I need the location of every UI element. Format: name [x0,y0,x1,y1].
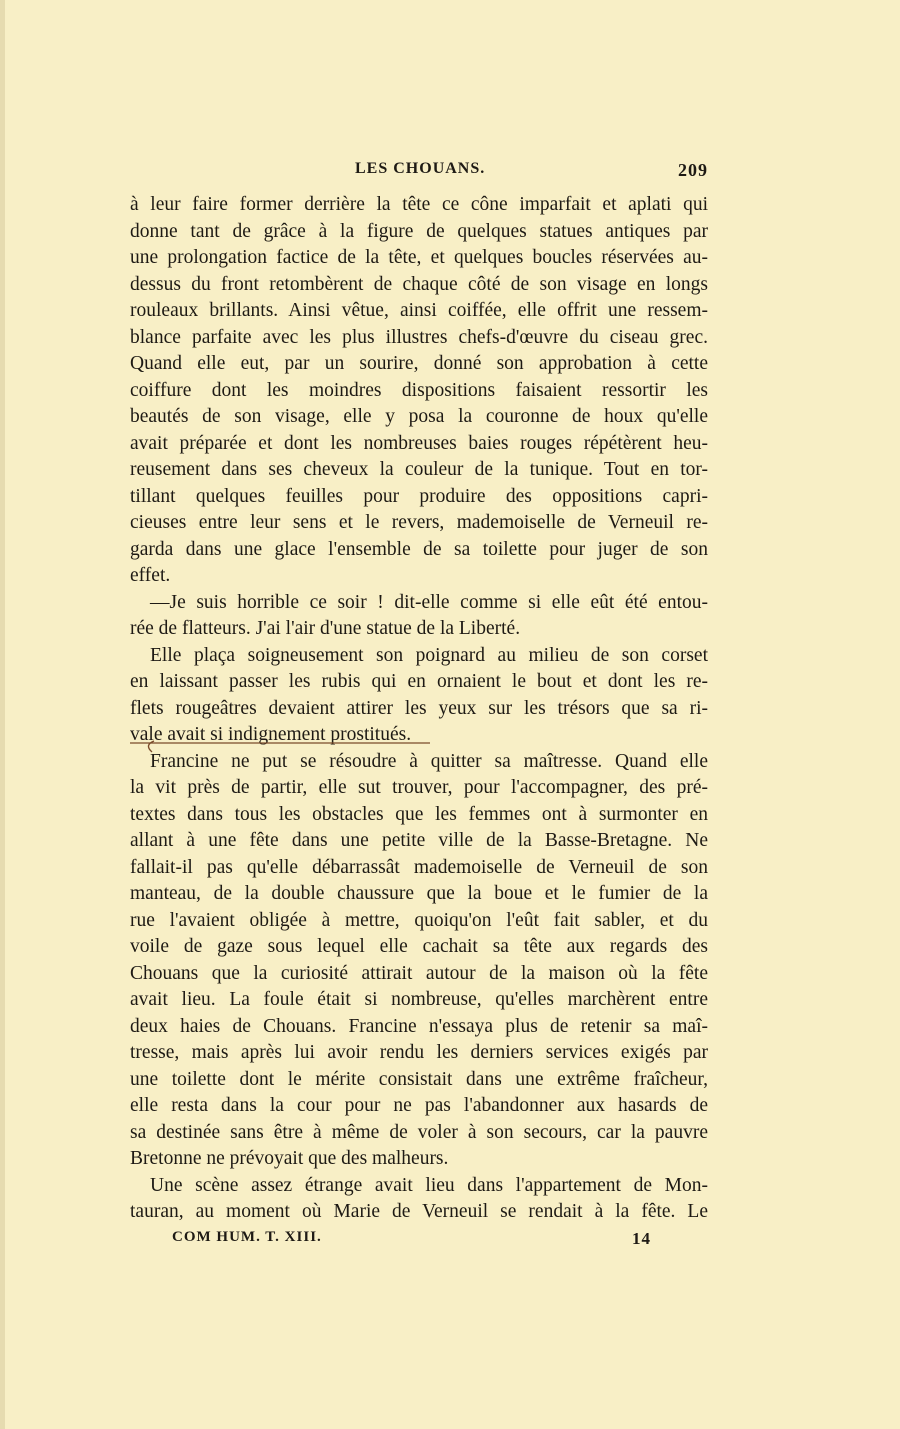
text-line: blance parfaite avec les plus illustres chefs-d'œuvre du ciseau grec. [130,326,708,348]
text-line: à leur faire former derrière la tête ce cône imparfait et aplati qui [130,194,708,215]
running-title: LES CHOUANS. [355,160,486,177]
text-line: avait lieu. La foule était si nombreuse, qu'elles marchèrent entre [130,989,708,1010]
body-text [130,192,708,1226]
text-line: voile de gaze sous lequel elle cachait sa tête aux regards des [130,936,708,957]
handwritten-underline-mark [130,725,430,755]
signature-mark: COM HUM. T. XIII. [172,1229,322,1245]
text-line: reusement dans ses cheveux la couleur de la tunique. Tout en tor- [130,459,708,480]
text-line: deux haies de Chouans. Francine n'essaya plus de retenir sa maî- [130,1015,708,1037]
text-line: Quand elle eut, par un sourire, donné son approbation à cette [130,353,708,374]
signature-number: 14 [632,1229,651,1248]
text-line: cieuses entre leur sens et le revers, mademoiselle de Verneuil re- [130,512,708,533]
text-line: coiffure dont les moindres dispositions faisaient ressortir les [130,379,708,401]
text-line: tresse, mais après lui avoir rendu les derniers services exigés par [130,1042,708,1063]
text-line: Chouans que la curiosité attirait autour de la maison où la fête [130,962,708,984]
text-line: la vit près de partir, elle sut trouver, pour l'accompagner, des pré- [130,777,708,798]
text-line: manteau, de la double chaussure que la boue et le fumier de la [130,883,708,904]
text-line: fallait-il pas qu'elle débarrassât mademoiselle de Verneuil de son [130,856,708,878]
text-line: donne tant de grâce à la figure de quelques statues antiques par [130,220,708,242]
text-line: en laissant passer les rubis qui en ornaient le bout et dont les re- [130,671,708,692]
running-header [130,160,708,184]
text-line: Bretonne ne prévoyait que des malheurs. [130,1148,449,1169]
text-line: Elle plaça soigneusement son poignard au milieu de son corset [150,644,708,666]
text-line: dessus du front retombèrent de chaque côté de son visage en longs [130,273,708,295]
page-number: 209 [678,160,708,180]
text-line: elle resta dans la cour pour ne pas l'abandonner aux hasards de [130,1095,708,1116]
text-line: beautés de son visage, elle y posa la couronne de houx qu'elle [130,406,708,427]
text-line: allant à une fête dans une petite ville de la Basse-Bretagne. Ne [130,830,708,851]
text-line: sa destinée sans être à même de voler à son secours, car la pauvre [130,1121,708,1143]
text-line: vale avait si indignement prostitués. [130,724,412,745]
text-line: rouleaux brillants. Ainsi vêtue, ainsi coiffée, elle offrit une ressem- [130,300,708,321]
text-line: textes dans tous les obstacles que les femmes ont à surmonter en [130,803,708,825]
text-line: une prolongation factice de la tête, et quelques boucles réservées au- [130,247,708,268]
text-line: tauran, au moment où Marie de Verneuil se rendait à la fête. Le [130,1201,708,1222]
text-line: —Je suis horrible ce soir ! dit-elle comme si elle eût été entou- [150,591,708,613]
text-line: rue l'avaient obligée à mettre, quoiqu'on l'eût fait sabler, et du [130,909,708,931]
text-line: tillant quelques feuilles pour produire des oppositions capri- [130,485,708,507]
text-line: garda dans une glace l'ensemble de sa toilette pour juger de son [130,538,708,560]
text-line: flets rougeâtres devaient attirer les yeux sur les trésors que sa ri- [130,697,708,719]
text-line: une toilette dont le mérite consistait dans une extrême fraîcheur, [130,1068,708,1090]
text-line: avait préparée et dont les nombreuses baies rouges répétèrent heu- [130,432,708,454]
text-line: effet. [130,565,171,586]
text-line: Une scène assez étrange avait lieu dans l'appartement de Mon- [150,1174,708,1196]
text-line: Francine ne put se résoudre à quitter sa maîtresse. Quand elle [150,750,708,772]
text-line: rée de flatteurs. J'ai l'air d'une statue de la Liberté. [130,618,521,639]
page-edge [0,0,5,1429]
